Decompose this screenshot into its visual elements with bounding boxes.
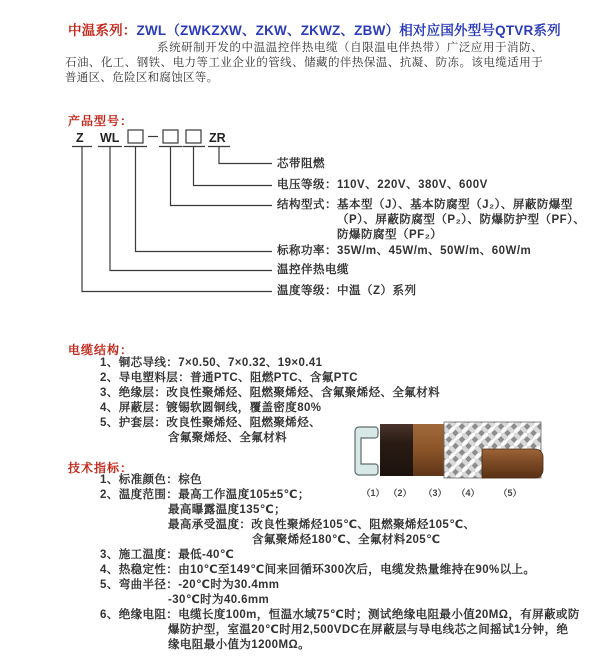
tech-item-insulation-resistance-cont1: 爆防护型，室温20℃时用2,500VDC在屏蔽层与导电线芯之间摇试1分钟，绝 bbox=[168, 624, 569, 636]
cable-label-4: （4） bbox=[456, 488, 480, 498]
section-heading-model: 产品型号： bbox=[68, 114, 134, 128]
model-box-2 bbox=[163, 130, 178, 143]
model-label-structure-type-line2: （P）、屏蔽防腐型（P₂）、防爆防护型（PF）、 bbox=[337, 214, 586, 226]
connector-voltage bbox=[194, 147, 273, 186]
cable-label-2: （2） bbox=[388, 488, 412, 498]
model-box-3 bbox=[186, 130, 201, 143]
tech-item-temp-range-cont3: 含氟聚烯烃180℃、全氟材料205℃ bbox=[252, 534, 441, 546]
structure-item-conductor: 1、铜芯导线：7×0.50、7×0.32、19×0.41 bbox=[100, 357, 323, 369]
model-label-structure-type-line1: 结构型式：基本型（J）、基本防腐型（J₂）、屏蔽防爆型 bbox=[277, 199, 573, 211]
title-series-prefix: 中温系列： bbox=[68, 23, 137, 38]
structure-item-insulation: 3、绝缘层：改良性聚烯烃、阻燃聚烯烃、含氟聚烯烃、全氟材料 bbox=[100, 387, 440, 399]
tech-item-color: 1、标准颜色：棕色 bbox=[100, 474, 202, 486]
cable-label-3: （3） bbox=[423, 488, 447, 498]
model-label-rated-power: 标称功率：35W/m、45W/m、50W/m、60W/m bbox=[277, 245, 532, 257]
connector-flame bbox=[219, 147, 272, 164]
tech-item-temp-range: 2、温度范围：最高工作温度105±5℃； bbox=[100, 489, 310, 501]
tech-item-install-temp: 3、施工温度：最低-40℃ bbox=[100, 549, 235, 561]
structure-item-jacket-cont: 含氟聚烯烃、全氟材料 bbox=[168, 432, 287, 444]
title-model-text: ZWL（ZWKZXW、ZKW、ZKWZ、ZBW）相对应国外型号QTVR系列 bbox=[136, 23, 561, 38]
page-title bbox=[68, 19, 561, 39]
model-label-flame-retardant: 芯带阻燃 bbox=[277, 158, 325, 170]
connector-power bbox=[136, 147, 273, 252]
model-code-diagram bbox=[60, 128, 285, 298]
structure-item-shield: 4、屏蔽层：镀锡软圆铜线，覆盖密度80% bbox=[100, 402, 322, 414]
cable-label-5: （5） bbox=[498, 488, 522, 498]
model-symbol-z: Z bbox=[76, 131, 84, 145]
section-heading-structure: 电缆结构： bbox=[68, 343, 134, 357]
tech-item-thermal-stability: 4、热稳定性：由10℃至149℃间来回循环300次后，电缆发热量维持在90%以上。 bbox=[100, 564, 536, 576]
tech-item-insulation-resistance-cont2: 缘电阻最小值为1200MΩ。 bbox=[168, 639, 310, 651]
section-heading-tech: 技术指标： bbox=[68, 461, 134, 475]
model-label-cable-type: 温控伴热电缆 bbox=[277, 264, 349, 276]
tech-item-temp-range-cont2: 最高承受温度：改良性聚烯烃105℃、阻燃聚烯烃105℃、 bbox=[168, 519, 476, 531]
structure-item-jacket: 5、护套层：改良性聚烯烃、阻燃聚烯烃、 bbox=[100, 417, 321, 429]
model-label-structure-type-line3: 防爆防腐型（PF₂） bbox=[337, 229, 443, 241]
model-box-1 bbox=[128, 130, 143, 143]
intro-paragraph: 系统研制开发的中温温控伴热电缆（自限温电伴热带）广泛应用于消防、石油、化工、钢铁、电力等工业企业的管线、储藏的伴热保温、抗凝、防冻。该电缆适用于普通区、危险区和腐蚀区等。 bbox=[65, 42, 543, 84]
tech-specs-list bbox=[100, 473, 580, 653]
tech-item-bend-radius-cont: -30℃时为40.6mm bbox=[168, 594, 270, 606]
tech-item-bend-radius: 5、弯曲半径：-20℃时为30.4mm bbox=[100, 579, 280, 591]
tech-item-insulation-resistance: 6、绝缘电阻：电缆长度100m，恒温水域75℃时；测试绝缘电阻最小值20MΩ，有屏蔽或防 bbox=[100, 609, 580, 621]
cable-layer-conductive-plastic bbox=[380, 424, 413, 476]
model-label-voltage: 电压等级：110V、220V、380V、600V bbox=[277, 179, 488, 191]
tech-item-temp-range-cont1: 最高曝露温度135℃； bbox=[168, 504, 287, 516]
cable-label-1: （1） bbox=[361, 488, 385, 498]
connector-structure bbox=[171, 147, 273, 206]
model-symbol-wl: WL bbox=[100, 131, 120, 145]
cable-layer-insulation bbox=[413, 424, 444, 476]
model-symbol-zr: ZR bbox=[209, 131, 226, 145]
model-label-temp-grade: 温度等级：中温（Z）系列 bbox=[277, 285, 417, 297]
cable-layer-conductor bbox=[355, 427, 378, 475]
structure-item-conductive-plastic: 2、导电塑料层：普通PTC、阻燃PTC、含氟PTC bbox=[100, 372, 358, 384]
